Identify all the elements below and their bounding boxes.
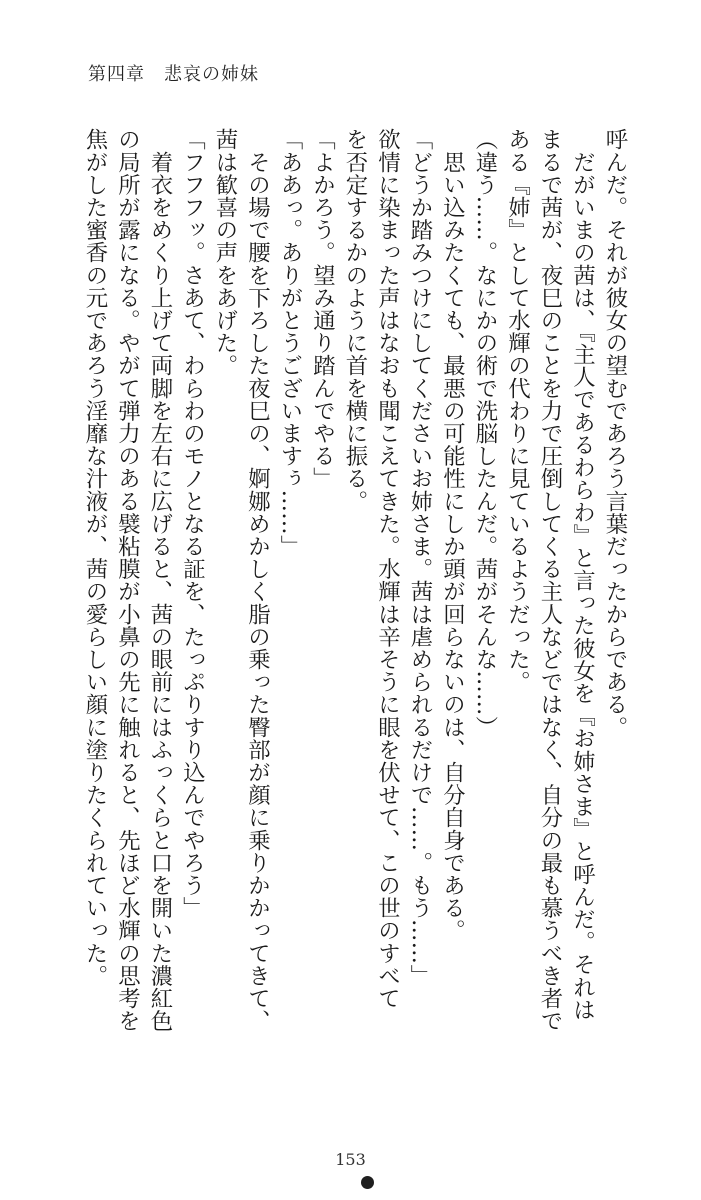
text-line: 「ああっ。ありがとうございますぅ……」 bbox=[277, 128, 303, 558]
text-line: 茜は歓喜の声をあげた。 bbox=[212, 128, 238, 377]
page-number: 153 bbox=[335, 1150, 366, 1169]
text-line: 「よかろう。望み通り踏んでやる」 bbox=[309, 128, 336, 490]
text-line: 欲情に染まった声はなおも聞こえてきた。水輝は辛そうに眼を伏せて、この世のすべて bbox=[374, 128, 401, 1010]
text-line: の局所が露になる。やがて弾力のある襞粘膜が小鼻の先に触れると、先ほど水輝の思考を bbox=[114, 128, 141, 1032]
text-line: その場で腰を下ろした夜巳の、婀娜めかしく脂の乗った臀部が顔に乗りかかってきて、 bbox=[244, 128, 271, 1032]
text-line: 着衣をめくり上げて両脚を左右に広げると、茜の眼前にはふっくらと口を開いた濃紅色 bbox=[147, 128, 173, 1032]
text-line: まるで茜が、夜巳のことを力で圧倒してくる主人などではなく、自分の最も慕うべき者で bbox=[537, 128, 563, 1032]
text-line: 呼んだ。それが彼女の望むであろう言葉だったからである。 bbox=[602, 128, 628, 739]
chapter-title: 第四章 悲哀の姉妹 bbox=[88, 64, 259, 85]
text-line: （違う……。なにかの術で洗脳したんだ。茜がそんな……） bbox=[472, 128, 498, 739]
text-line: 「フフフッ。さあて、わらわのモノとなる証を、たっぷりすり込んでやろう」 bbox=[179, 128, 206, 919]
text-line: ある『姉』として水輝の代わりに見ているようだった。 bbox=[504, 128, 531, 693]
text-line: を否定するかのように首を横に振る。 bbox=[342, 128, 368, 513]
body-text bbox=[71, 128, 631, 1128]
text-line: だがいまの茜は、『主人であるわらわ』と言った彼女を『お姉さま』と呼んだ。それは bbox=[569, 128, 596, 1021]
text-line: 思い込みたくても、最悪の可能性にしか頭が回らないのは、自分自身である。 bbox=[439, 128, 466, 942]
text-line: 焦がした蜜香の元であろう淫靡な汁液が、茜の愛らしい顔に塗りたくられていった。 bbox=[82, 128, 108, 987]
page-marker-dot bbox=[361, 1176, 374, 1189]
text-line: 「どうか踏みつけにしてくださいお姉さま。茜は虐められるだけで……。もう……」 bbox=[407, 128, 433, 987]
